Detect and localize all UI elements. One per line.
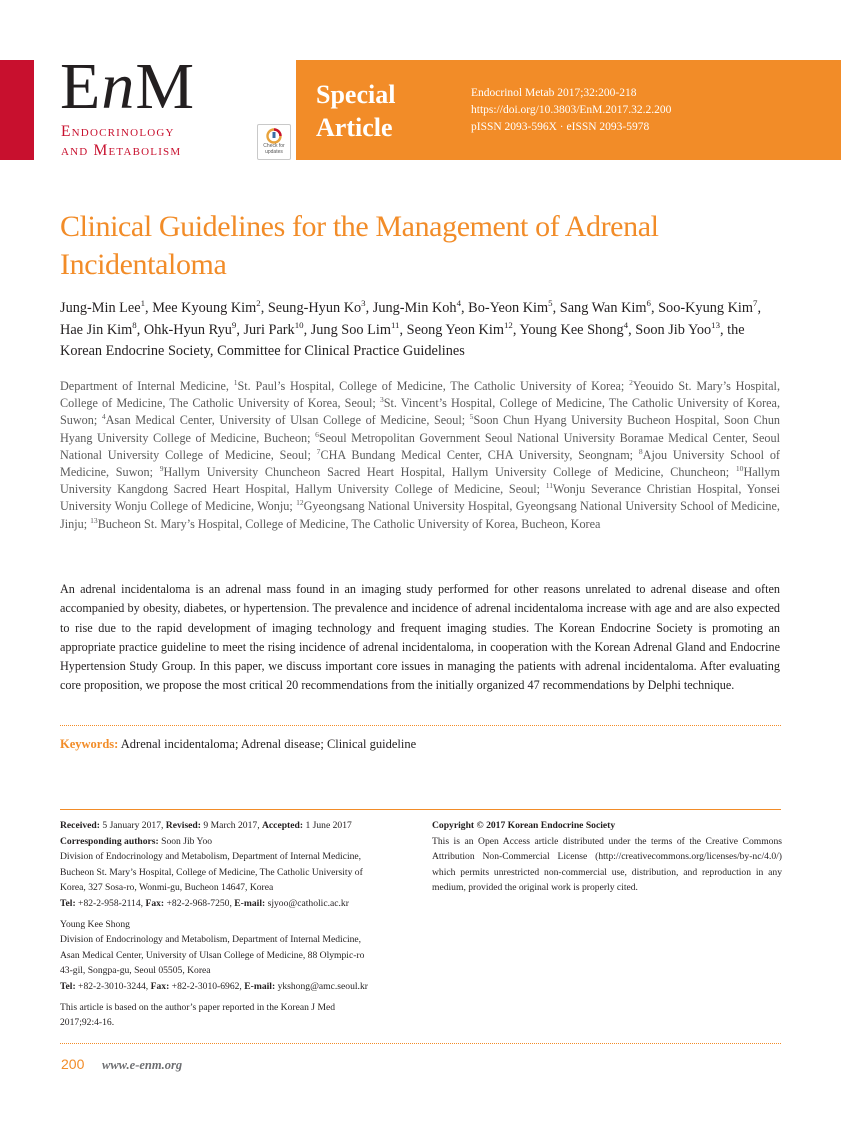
author-affiliation-number: 8 <box>132 319 137 330</box>
author-name: Sang Wan Kim <box>559 300 647 316</box>
affiliation-number: 4 <box>101 412 106 422</box>
keywords <box>60 735 416 753</box>
affiliation-number: 3 <box>379 395 384 405</box>
corresponding-author-1: Corresponding authors: Soon Jib Yoo <box>60 835 213 847</box>
check-for-updates-badge[interactable] <box>257 124 291 160</box>
author-affiliation-number: 5 <box>548 298 553 309</box>
article-type-line-1: Special <box>316 80 396 109</box>
author-name: Bo-Yeon Kim <box>468 300 549 316</box>
affiliation-intro: Department of Internal Medicine, <box>60 379 234 393</box>
author-name: Jung-Min Lee <box>60 300 141 316</box>
affiliation-text: Wonju Severance Christian Hospital, Yonsei University Wonju College of Medicine, Wonju; <box>60 482 780 514</box>
author-2-address-line: Division of Endocrinology and Metabolism, Department of Internal Medicine, <box>60 934 362 946</box>
copyright-text: This is an Open Access article distributed under the terms of the Creative Commons Attribution Non-Commercial License (http://creativecommons.org/licenses/by-nc/4.0/) which permits unrestricted non-commercial use, distribution, and reproduction in any medium, provided the original work is properly cited. <box>432 835 782 894</box>
author-affiliation-number: 3 <box>361 298 366 309</box>
keywords-label: Keywords: <box>60 737 119 751</box>
keywords-value: Adrenal incidentaloma; Adrenal disease; Clinical guideline <box>120 737 417 751</box>
footer-divider <box>60 809 781 810</box>
author-separator: , <box>303 321 311 338</box>
author-name: Seung-Hyun Ko <box>267 300 362 316</box>
author-name: Ohk-Hyun Ryu <box>143 321 232 338</box>
corresponding-author-2: Young Kee Shong <box>60 918 130 930</box>
author-2-address-line: Asan Medical Center, University of Ulsan College of Medicine, 88 Olympic-ro <box>60 949 365 961</box>
affiliation-text: St. Paul’s Hospital, College of Medicine, The Catholic University of Korea; <box>237 379 630 393</box>
affiliation-number: 6 <box>315 429 319 439</box>
author-separator: , <box>552 300 560 316</box>
affiliation-text: Ajou University School of Medicine, Suwon; <box>60 447 780 480</box>
author-affiliation-number: 4 <box>456 298 462 309</box>
affiliation-number: 5 <box>469 412 474 422</box>
author-1-address-line: Division of Endocrinology and Metabolism, Department of Internal Medicine, <box>60 851 362 863</box>
author-affiliation-number: 2 <box>256 298 261 309</box>
affiliation-text: CHA Bundang Medical Center, CHA University, Seongnam; <box>320 447 639 462</box>
author-separator: , <box>260 300 268 316</box>
author-separator: , <box>365 300 373 316</box>
author-affiliation-number: 4 <box>623 319 629 330</box>
author-1-contact: Tel: +82-2-958-2114, Fax: +82-2-968-7250, E-mail: sjyoo@catholic.ac.kr <box>60 897 349 909</box>
author-separator: , <box>236 321 244 338</box>
affiliation-text: Gyeongsang National University Hospital, Gyeongsang National University School of Medicine, Jinju; <box>60 499 780 531</box>
author-separator: , <box>461 300 469 316</box>
author-2-contact: Tel: +82-2-3010-3244, Fax: +82-2-3010-6962, E-mail: ykshong@amc.seoul.kr <box>60 980 368 992</box>
author-separator: , <box>650 300 659 316</box>
author-name: Juri Park <box>243 321 295 338</box>
author-name: Jung-Min Koh <box>372 300 457 316</box>
group-author: the Korean Endocrine Society, Committee for Clinical Practice Guidelines <box>60 321 745 359</box>
page-number: 200 <box>61 1056 85 1072</box>
affiliation-number: 11 <box>545 481 554 491</box>
journal-logo: EnM <box>60 50 196 123</box>
doi-link[interactable]: https://doi.org/10.3803/EnM.2017.32.2.200 <box>471 104 672 116</box>
abstract: An adrenal incidentaloma is an adrenal mass found in an imaging study performed for other reasons unrelated to adrenal disease and often accompanied by obesity, diabetes, or hypertension. The prevalence and incidence of adrenal incidentaloma increase with age and are also expected to rise due to the rapid development of imaging technology and frequent imaging studies. The Korean Endocrine Society is promoting an appropriate practice guideline to meet the rising incidence of adrenal incidentaloma, in cooperation with the Korean Adrenal Gland and Endocrine Hypertension Study Group. In this paper, we discuss important core issues in managing the patients with adrenal incidentaloma. After evaluating core proposition, we propose the most critical 20 recommendations from the initially organized 47 recommendations by Delphi technique. <box>60 582 780 693</box>
affiliation-text: Bucheon St. Mary’s Hospital, College of Medicine, The Catholic University of Korea, Bucheon, Korea <box>97 516 601 531</box>
journal-logo-subtitle <box>61 122 181 160</box>
author-1-address-line: Korea, 327 Sosa-ro, Wonmi-gu, Bucheon 14647, Korea <box>60 882 274 894</box>
article-dates: Received: 5 January 2017, Revised: 9 March 2017, Accepted: 1 June 2017 <box>60 820 352 831</box>
affiliation-text: St. Vincent’s Hospital, College of Medicine, The Catholic University of Korea, Suwon; <box>60 396 780 428</box>
affiliation-text: Soon Chun Hyang University Bucheon Hospital, Soon Chun Hyang University College of Medicine, Bucheon; <box>60 413 781 445</box>
author-affiliation-number: 6 <box>646 298 651 309</box>
affiliation-text: Yeouido St. Mary’s Hospital, College of Medicine, The Catholic University of Korea, Seoul; <box>60 379 780 411</box>
author-affiliation-number: 13 <box>711 319 720 330</box>
logo-subtitle-line-1: Endocrinology <box>61 123 175 140</box>
author-separator: , <box>512 321 520 338</box>
author-name: Soon Jib Yoo <box>635 321 712 338</box>
affiliation-number: 13 <box>90 515 98 525</box>
affiliation-text: Hallym University Chuncheon Sacred Heart Hospital, Hallym University College of Medicine, Chuncheon; <box>163 465 736 480</box>
author-affiliation-number: 10 <box>294 319 304 330</box>
article-note: This article is based on the author’s paper reported in the Korean J Med <box>60 1001 336 1013</box>
affiliation-number: 2 <box>629 377 633 387</box>
affiliation-text: Seoul Metropolitan Government Seoul National University Boramae Medical Center, Seoul National University College of Medicine, Seoul; <box>60 430 780 462</box>
author-2-email[interactable]: ykshong@amc.seoul.kr <box>277 980 368 992</box>
journal-citation-info <box>471 85 671 136</box>
author-2-address-line: 43-gil, Songpa-gu, Seoul 05505, Korea <box>60 965 211 977</box>
author-separator: , <box>145 300 153 316</box>
author-name: Hae Jin Kim <box>60 321 133 338</box>
page-footer-divider <box>60 1043 781 1044</box>
article-title: Clinical Guidelines for the Management of Adrenal Incidentaloma <box>60 210 659 281</box>
author-separator: , <box>399 321 407 338</box>
author-separator: , <box>628 321 636 338</box>
affiliation-number: 12 <box>296 498 304 508</box>
author-affiliation-number: 12 <box>503 319 513 330</box>
author-name: Jung Soo Lim <box>310 321 391 338</box>
author-affiliation-number: 7 <box>753 298 758 309</box>
author-name: Mee Kyoung Kim <box>152 300 257 316</box>
author-separator: , <box>757 300 762 316</box>
author-name: Soo-Kyung Kim <box>658 300 754 316</box>
check-updates-label: Check for updates <box>263 143 285 155</box>
affiliation-number: 10 <box>735 463 744 473</box>
affiliation-text: Hallym University Kangdong Sacred Heart Hospital, Hallym University College of Medicine, Seoul; <box>60 465 780 497</box>
affiliation-number: 8 <box>638 446 643 456</box>
author-separator: , <box>720 321 728 338</box>
article-type-label <box>316 78 395 144</box>
author-affiliation-number: 11 <box>390 319 400 330</box>
affiliation-text: Asan Medical Center, University of Ulsan College of Medicine, Seoul; <box>105 413 470 428</box>
author-list <box>60 298 785 363</box>
copyright-title: Copyright © 2017 Korean Endocrine Society <box>432 820 616 831</box>
author-1-email[interactable]: sjyoo@catholic.ac.kr <box>267 897 349 909</box>
journal-website-link[interactable]: www.e-enm.org <box>102 1058 183 1072</box>
author-name: Seong Yeon Kim <box>406 321 504 338</box>
logo-subtitle-line-2: and Metabolism <box>61 142 182 159</box>
issn: pISSN 2093-596X · eISSN 2093-5978 <box>471 121 650 133</box>
author-name: Young Kee Shong <box>519 321 624 338</box>
author-separator: , <box>136 321 144 338</box>
correspondence-info <box>60 818 420 1031</box>
check-updates-icon <box>266 128 282 144</box>
author-affiliation-number: 1 <box>140 298 146 309</box>
affiliations <box>60 378 780 533</box>
abstract-divider <box>60 725 781 726</box>
author-affiliation-number: 9 <box>231 319 237 330</box>
author-1-address-line: Bucheon St. Mary’s Hospital, College of Medicine, The Catholic University of <box>60 866 363 878</box>
copyright-info <box>432 818 782 896</box>
affiliation-number: 7 <box>316 446 321 456</box>
affiliation-number: 1 <box>233 377 238 387</box>
citation: Endocrinol Metab 2017;32:200-218 <box>471 87 637 99</box>
brand-red-bar <box>0 60 34 160</box>
article-type-line-2: Article <box>316 113 393 142</box>
article-note: 2017;92:4-16. <box>60 1017 115 1029</box>
affiliation-number: 9 <box>159 463 164 473</box>
